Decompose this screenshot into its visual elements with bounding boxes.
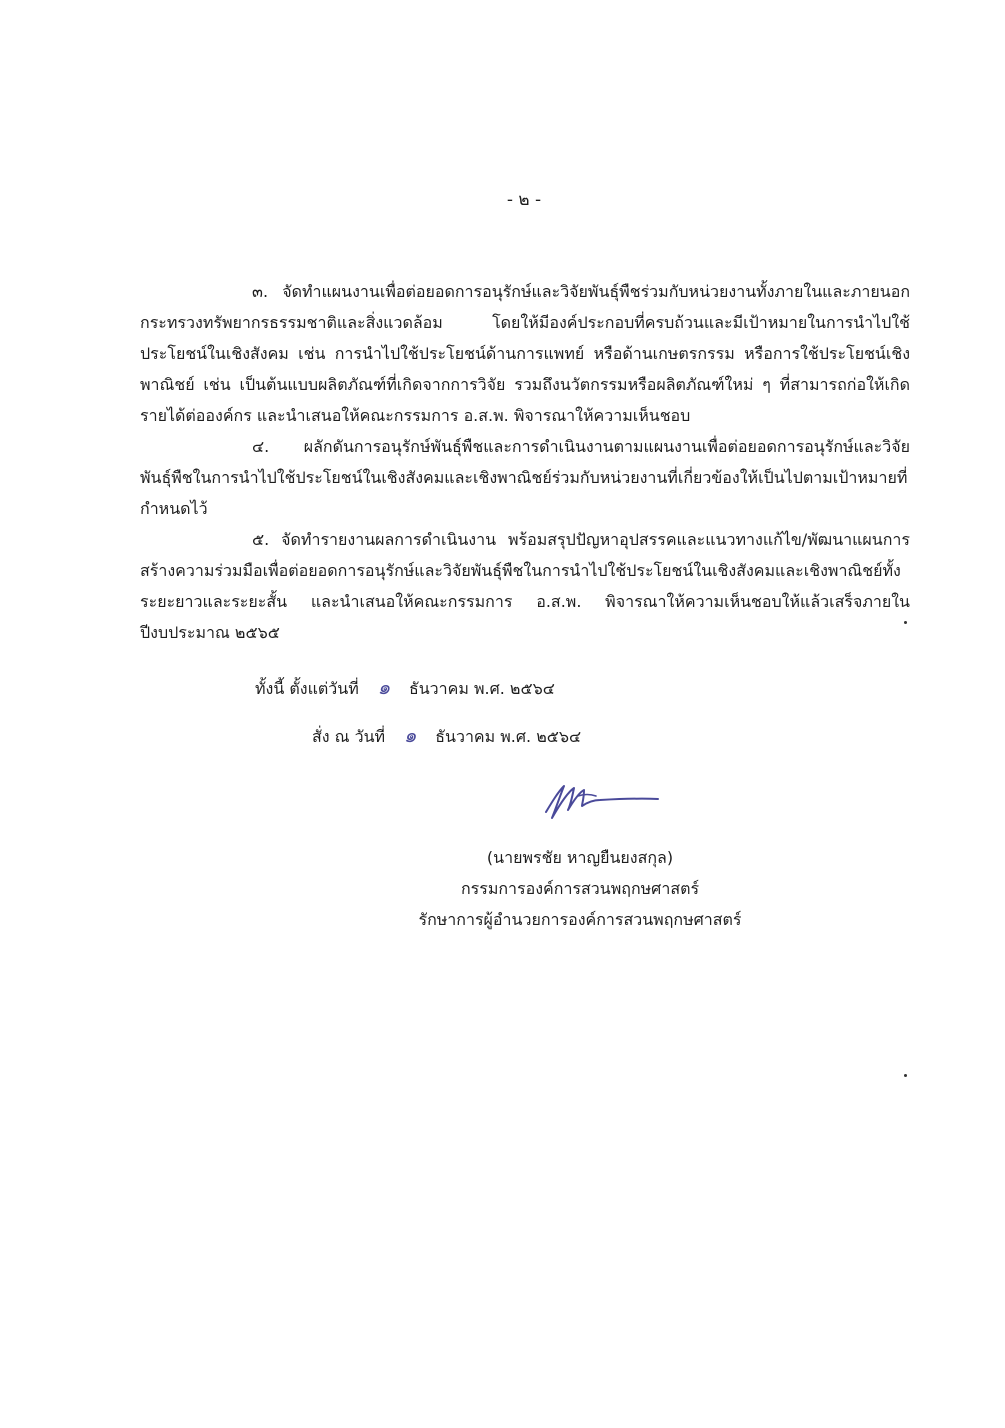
effective-month-year: ธันวาคม พ.ศ. ๒๕๖๔ xyxy=(408,679,555,698)
paragraph-text: ๕. จัดทำรายงานผลการดำเนินงาน พร้อมสรุปปัญหาอุปสรรคและแนวทางแก้ไข/พัฒนาแผนการสร้างความร่วมมือเพื่อต่อยอดการอนุรักษ์และวิจัยพันธุ์พืชในการนำไปใช้ประโยชน์ในเชิงสังคมและเชิงพาณิชย์ทั้งระยะยาวและระยะสั้น และนำเสนอให้คณะกรรมการ อ.ส.พ. พิจารณาให้ความเห็นชอบให้แล้วเสร็จภายในปีงบประมาณ ๒๕๖๕ xyxy=(140,530,910,642)
paragraph-text: ๔. ผลักดันการอนุรักษ์พันธุ์พืชและการดำเนินงานตามแผนงานเพื่อต่อยอดการอนุรักษ์และวิจัยพันธุ์พืชในการนำไปใช้ประโยชน์ในเชิงสังคมและเชิงพาณิชย์ร่วมกับหน่วยงานที่เกี่ยวข้องให้เป็นไปตามเป้าหมายที่กำหนดไว้ xyxy=(140,437,910,518)
scan-speck xyxy=(904,1074,907,1077)
paragraph-item-5 xyxy=(140,524,910,648)
order-month-year: ธันวาคม พ.ศ. ๒๕๖๔ xyxy=(435,727,582,746)
signatory-position-acting: รักษาการผู้อำนวยการองค์การสวนพฤกษศาสตร์ xyxy=(418,910,742,929)
signatory-name: (นายพรชัย หาญยืนยงสกุล) xyxy=(486,848,674,867)
signatory-block xyxy=(330,842,830,935)
order-day-handwritten: ๑ xyxy=(403,723,417,747)
handwritten-signature xyxy=(538,778,668,828)
effective-day-handwritten: ๑ xyxy=(377,675,391,699)
effective-date-prefix: ทั้งนี้ ตั้งแต่วันที่ xyxy=(255,679,359,698)
scan-speck xyxy=(904,621,907,624)
effective-date-line xyxy=(255,671,555,703)
signatory-position-primary: กรรมการองค์การสวนพฤกษศาสตร์ xyxy=(460,879,700,898)
paragraph-item-3 xyxy=(140,276,910,431)
order-date-prefix: สั่ง ณ วันที่ xyxy=(312,727,386,746)
paragraph-text: ๓. จัดทำแผนงานเพื่อต่อยอดการอนุรักษ์และวิจัยพันธุ์พืชร่วมกับหน่วยงานทั้งภายในและภายนอกกระทรวงทรัพยากรธรรมชาติและสิ่งแวดล้อม โดยให้มีองค์ประกอบที่ครบถ้วนและมีเป้าหมายในการนำไปใช้ประโยชน์ในเชิงสังคม เช่น การนำไปใช้ประโยชน์ด้านการแพทย์ หรือด้านเกษตรกรรม หรือการใช้ประโยชน์เชิงพาณิชย์ เช่น เป็นต้นแบบผลิตภัณฑ์ที่เกิดจากการวิจัย รวมถึงนวัตกรรมหรือผลิตภัณฑ์ใหม่ ๆ ที่สามารถก่อให้เกิดรายได้ต่อองค์กร และนำเสนอให้คณะกรรมการ อ.ส.พ. พิจารณาให้ความเห็นชอบ xyxy=(140,282,910,425)
page-number: - ๒ - xyxy=(506,190,542,210)
paragraph-item-4 xyxy=(140,431,910,524)
order-date-line xyxy=(312,719,581,751)
body-text xyxy=(140,276,910,648)
